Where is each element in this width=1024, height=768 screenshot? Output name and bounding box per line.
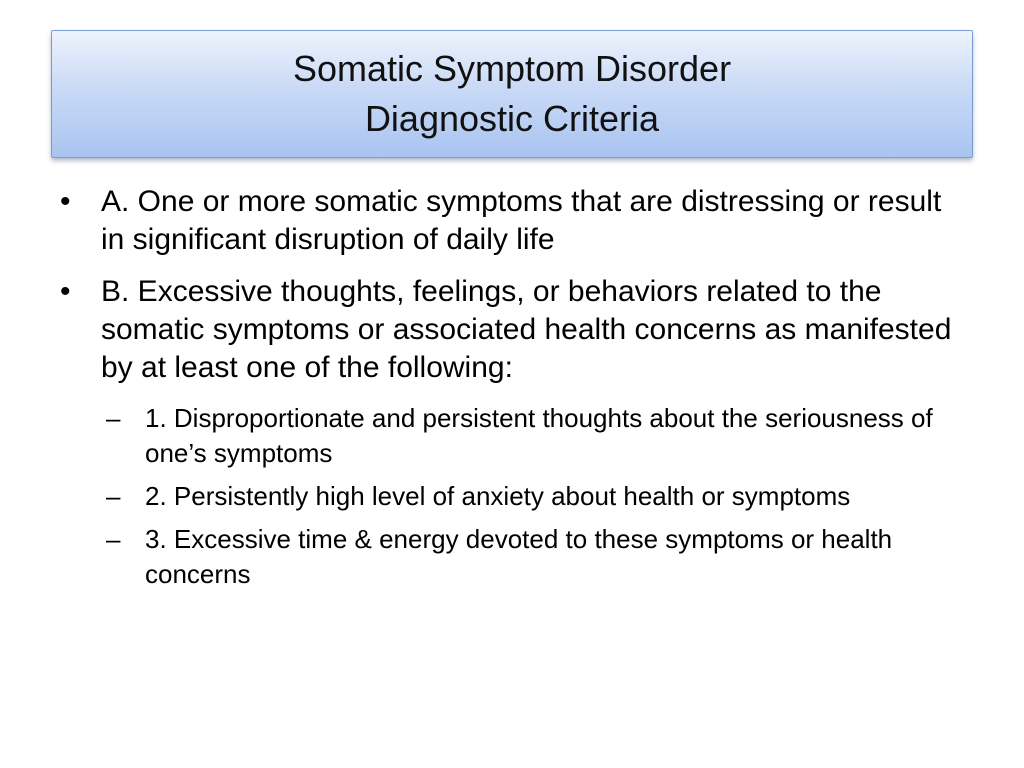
sub-criterion-1 bbox=[106, 401, 960, 471]
sub-criterion-3 bbox=[106, 522, 960, 592]
slide-title-box bbox=[51, 30, 973, 158]
bullet-icon: • bbox=[60, 275, 71, 308]
dash-icon: – bbox=[106, 403, 121, 433]
sub-criterion-1-text: 1. Disproportionate and persistent thoughts about the seriousness of one’s symptoms bbox=[145, 403, 933, 468]
criterion-a-text: A. One or more somatic symptoms that are distressing or result in significant disruption of daily life bbox=[101, 185, 942, 256]
sub-criterion-2 bbox=[106, 479, 960, 514]
sub-criterion-3-text: 3. Excessive time & energy devoted to these symptoms or health concerns bbox=[145, 524, 893, 589]
slide-title-line-1: Somatic Symptom Disorder bbox=[292, 48, 732, 89]
bullet-icon: • bbox=[60, 185, 71, 218]
criterion-b bbox=[60, 273, 960, 387]
slide-title-line-2: Diagnostic Criteria bbox=[364, 98, 660, 139]
dash-icon: – bbox=[106, 481, 121, 511]
criterion-b-text: B. Excessive thoughts, feelings, or behaviors related to the somatic symptoms or associated health concerns as manifested by at least one of the following: bbox=[101, 275, 952, 384]
slide-content bbox=[60, 183, 960, 600]
dash-icon: – bbox=[106, 524, 121, 554]
sub-criterion-2-text: 2. Persistently high level of anxiety about health or symptoms bbox=[145, 481, 851, 511]
criterion-a bbox=[60, 183, 960, 259]
